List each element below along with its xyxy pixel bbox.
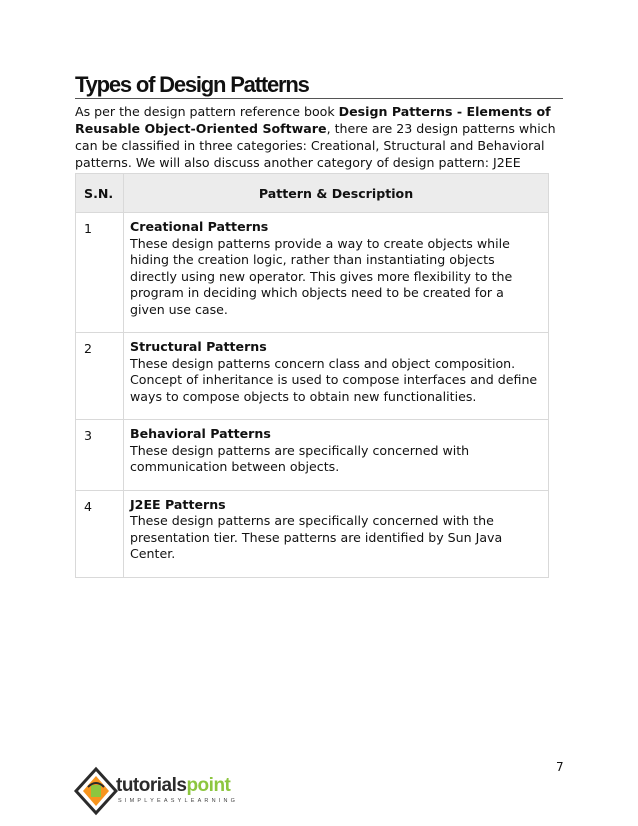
pattern-name: Creational Patterns xyxy=(130,219,269,234)
header-sn: S.N. xyxy=(76,174,124,213)
row-description-cell xyxy=(124,420,549,491)
header-pattern-description: Pattern & Description xyxy=(124,174,549,213)
row-description-cell xyxy=(124,490,549,577)
tutorialspoint-logo xyxy=(72,765,242,817)
pattern-name: Structural Patterns xyxy=(130,339,267,354)
pattern-description: These design patterns provide a way to create objects while hiding the creation logic, rather than instantiating objects directly using new operator. This gives more flexibility to the program in deciding which objects need to be created for a given use case. xyxy=(130,235,513,317)
pattern-description: These design patterns are specifically concerned with the presentation tier. These patterns are identified by Sun Java Center. xyxy=(130,513,503,561)
intro-book-title: Design Patterns - Elements of Reusable Object-Oriented Software xyxy=(75,104,551,136)
tutorialspoint-logo-icon xyxy=(72,765,118,817)
table-row xyxy=(76,333,549,420)
table-row xyxy=(76,213,549,333)
row-sn: 1 xyxy=(76,213,124,333)
table-row xyxy=(76,420,549,491)
page-title: Types of Design Patterns xyxy=(75,72,309,97)
row-sn: 4 xyxy=(76,490,124,577)
pattern-name: J2EE Patterns xyxy=(130,496,226,512)
pattern-description: These design patterns concern class and object composition. Concept of inheritance is used to compose interfaces and define ways to compose objects to obtain new functionalities. xyxy=(130,355,538,404)
title-divider xyxy=(75,98,563,99)
patterns-table xyxy=(75,173,549,578)
pattern-name: Behavioral Patterns xyxy=(130,426,271,441)
row-sn: 2 xyxy=(76,333,124,420)
row-description-cell xyxy=(124,213,549,333)
table-row xyxy=(76,490,549,577)
intro-text-part2: , there are 23 design patterns which can be classified in three categories: Creational, Structural and Behavioral patterns. We will also discuss another category of design pattern: J2EE xyxy=(75,121,556,170)
pattern-description: These design patterns are specifically concerned with communication between objects. xyxy=(130,442,470,474)
table-header-row xyxy=(76,174,549,213)
logo-tagline: SIMPLYEASYLEARNING xyxy=(118,798,239,804)
logo-word-point: point xyxy=(186,775,231,796)
row-sn: 3 xyxy=(76,420,124,491)
logo-word-tutorials: tutorials xyxy=(116,775,187,796)
logo-wordmark xyxy=(116,775,230,797)
page-number: 7 xyxy=(556,760,564,774)
intro-text-part1: As per the design pattern reference book xyxy=(75,104,339,119)
row-description-cell xyxy=(124,333,549,420)
